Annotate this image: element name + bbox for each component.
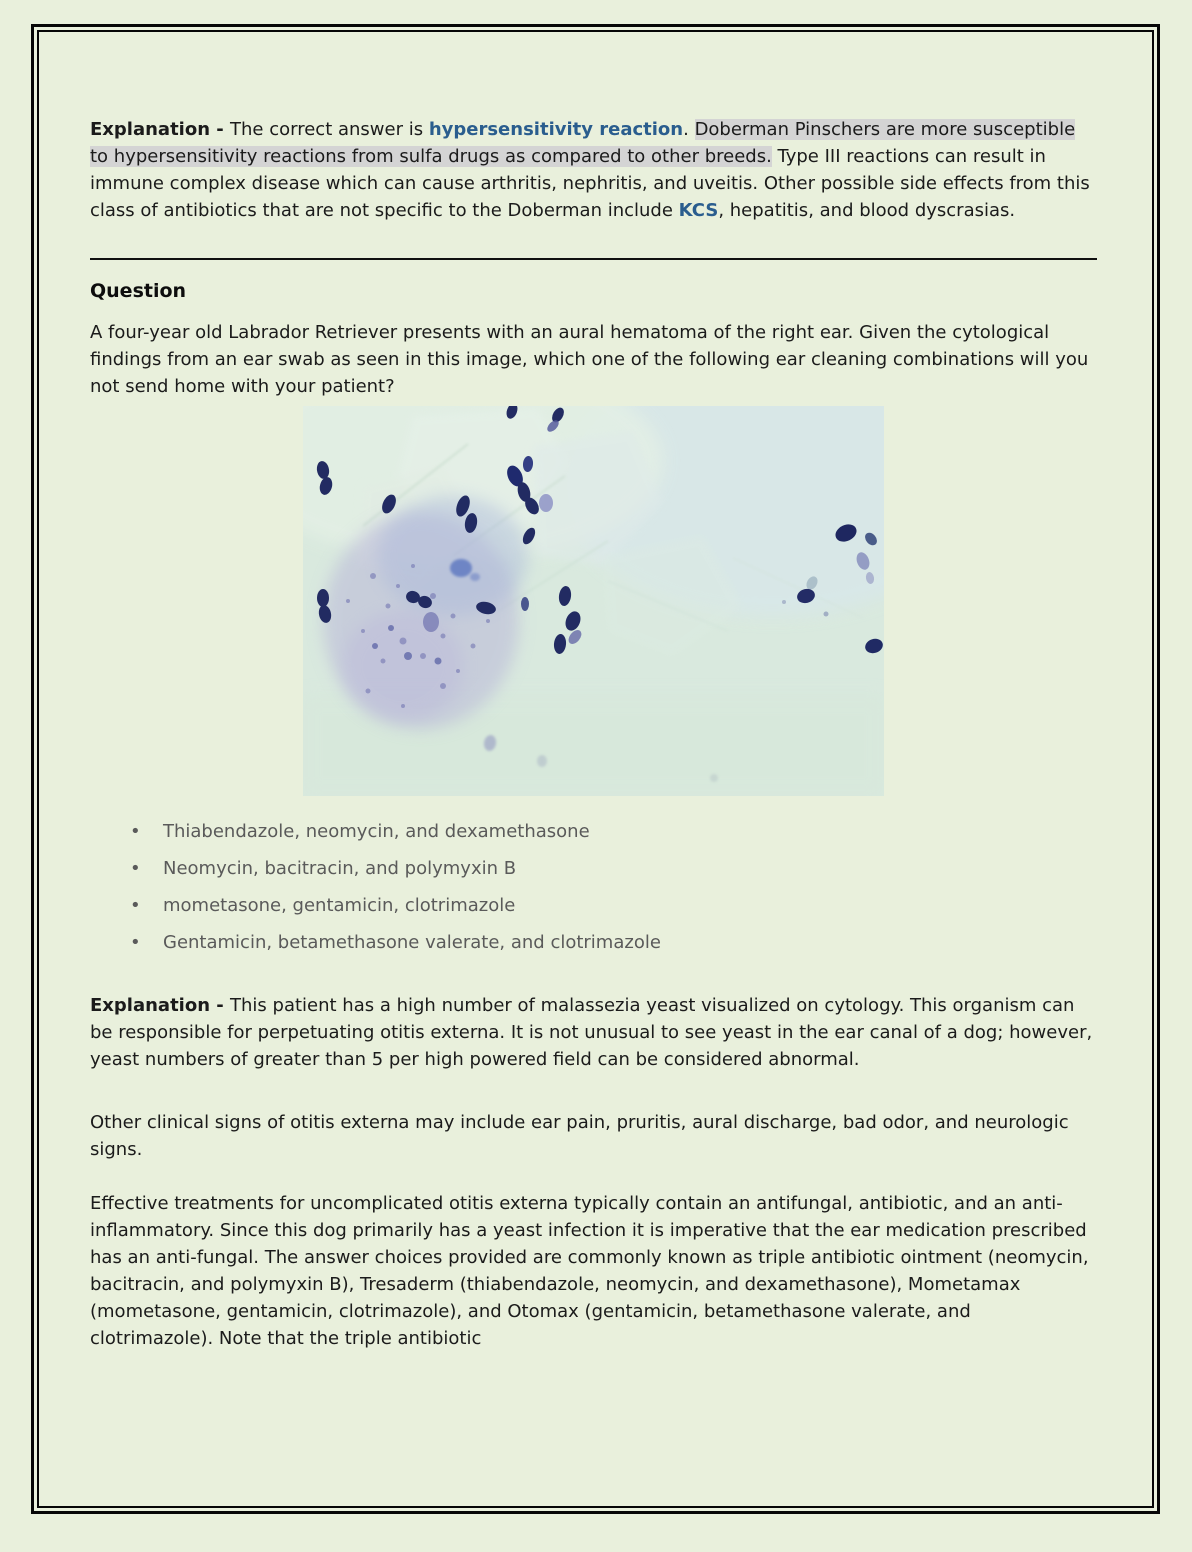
explanation-bottom-text: This patient has a high number of malassezia yeast visualized on cytology. This organism can be responsible for perpetuating otitis externa. It is not unusual to see yeast in the ear canal of a dog; however, yeast numbers of greater than 5 per high powered field can be considered abnormal. [90,995,1093,1070]
explanation-label: Explanation - [90,119,231,140]
other-signs-paragraph: Other clinical signs of otitis externa may include ear pain, pruritis, aural discharge, bad odor, and neurologic signs. [90,1112,1069,1160]
highlighted-text: Doberman Pinschers are more susceptible to hypersensitivity reactions from sulfa drugs as compared to other breeds. [90,119,1076,167]
answer-options [90,818,1097,956]
question-text: A four-year old Labrador Retriever presents with an aural hematoma of the right ear. Given the cytological findings from an ear swab as seen in this image, which one of the following ear cleaning combinations will you not send home with your patient? [90,322,1089,397]
section-divider [90,258,1097,260]
explanation-period: . [683,119,695,140]
page-frame [31,24,1160,1514]
answer-option-1[interactable]: • Thiabendazole, neomycin, and dexamethasone [130,818,1097,845]
explanation-bottom-label: Explanation - [90,995,231,1016]
answer-option-4[interactable]: • Gentamicin, betamethasone valerate, and clotrimazole [130,929,1097,956]
cytology-micrograph [303,406,884,796]
explanation-bottom-paragraph [90,992,1097,1073]
explanation-tail-text: , hepatitis, and blood dyscrasias. [718,200,1016,221]
answer-option-3[interactable]: • mometasone, gentamicin, clotrimazole [130,892,1097,919]
explanation-top-paragraph [90,116,1097,224]
hypersensitivity-reaction-link[interactable]: hypersensitivity reaction [428,119,684,140]
explanation-intro-text: The correct answer is [230,119,429,140]
page-content [37,30,1154,1508]
question-heading: Question [90,280,187,302]
explanation-body-text: Type III reactions can result in immune complex disease which can cause arthritis, nephritis, and uveitis. Other possible side effects from this class of antibiotics that are not specific to the Doberman include [90,146,1090,221]
answer-option-2[interactable]: • Neomycin, bacitracin, and polymyxin B [130,855,1097,882]
kcs-link[interactable]: KCS [678,200,719,221]
treatments-paragraph: Effective treatments for uncomplicated otitis externa typically contain an antifungal, antibiotic, and an anti-inflammatory. Since this dog primarily has a yeast infection it is imperative that the ear medication prescribed has an anti-fungal. The answer choices provided are commonly known as triple antibiotic ointment (neomycin, bacitracin, and polymyxin B), Tresaderm (thiabendazole, neomycin, and dexamethasone), Mometamax (mometasone, gentamicin, clotrimazole), and Otomax (gentamicin, betamethasone valerate, and clotrimazole). Note that the triple antibiotic [90,1193,1089,1349]
